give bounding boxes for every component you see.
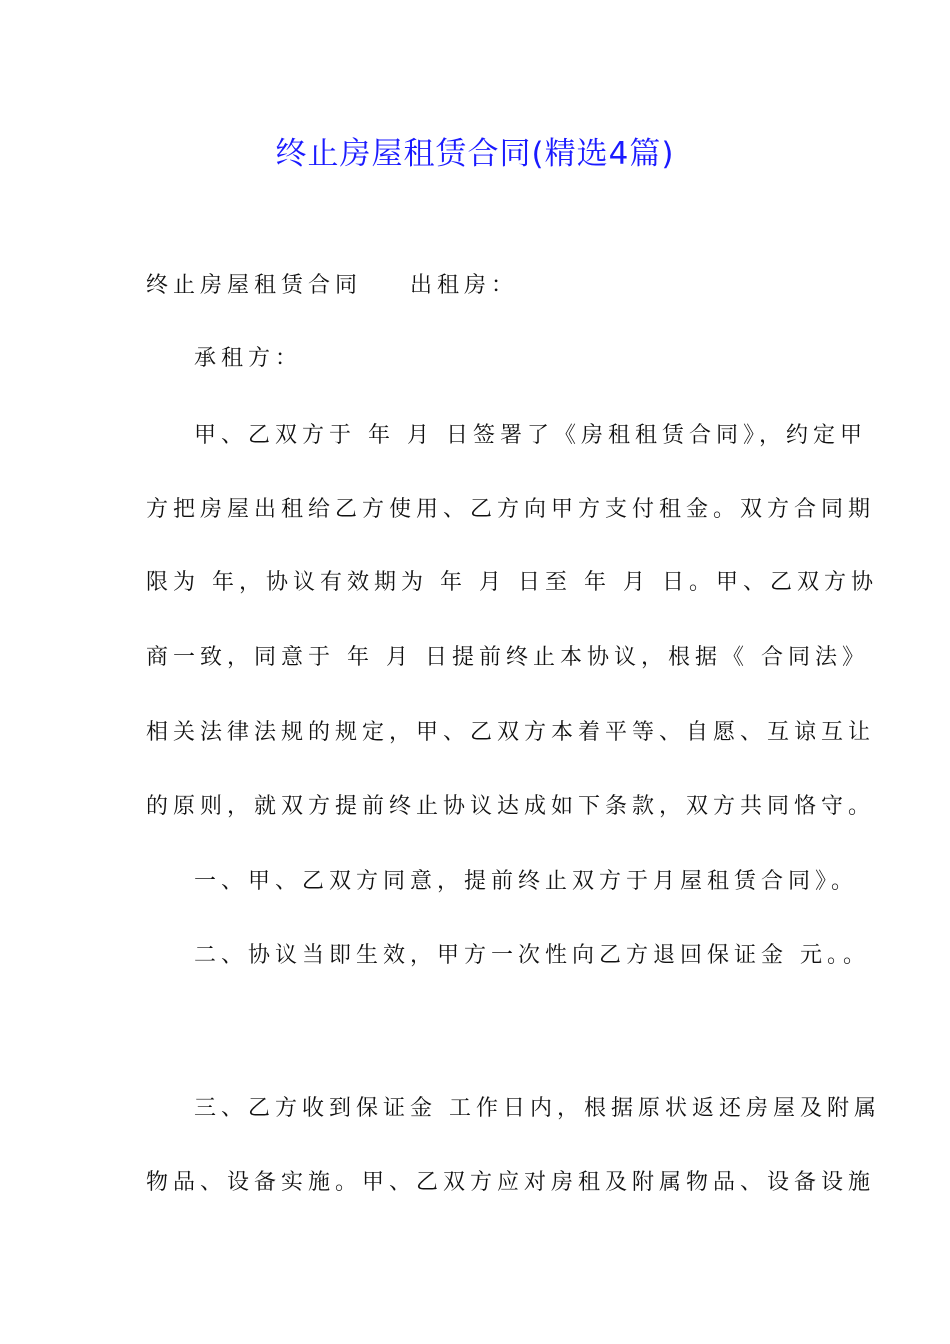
paragraph-line: 商一致，同意于 年 月 日提前终止本协议，根据《 合同法》: [146, 645, 869, 670]
header-left-text: 终止房屋租赁合同: [146, 273, 363, 298]
paragraph-line: 二、协议当即生效，甲方一次性向乙方退回保证金 元。。: [194, 943, 870, 968]
paragraph-line: 限为 年，协议有效期为 年 月 日至 年 月 日。甲、乙双方协: [146, 570, 878, 595]
header-right-text: 出租房：: [410, 273, 519, 298]
paragraph-line: 方把房屋出租给乙方使用、乙方向甲方支付租金。双方合同期: [146, 497, 876, 522]
paragraph-line: 的原则，就双方提前终止协议达成如下条款，双方共同恪守。: [146, 794, 876, 819]
document-title: 终止房屋租赁合同(精选4篇): [275, 136, 675, 172]
paragraph-line: 一、甲、乙双方同意，提前终止双方于月屋租赁合同》。: [194, 869, 859, 894]
header-line: [146, 270, 806, 302]
paragraph-line: 承租方：: [194, 346, 303, 371]
paragraph-line: 相关法律法规的规定，甲、乙双方本着平等、自愿、互谅互让: [146, 720, 876, 745]
paragraph-line: 三、乙方收到保证金 工作日内，根据原状返还房屋及附属: [194, 1096, 881, 1121]
paragraph-line: 甲、乙双方于 年 月 日签署了《房租租赁合同》，约定甲: [194, 423, 867, 448]
paragraph-line: 物品、设备实施。甲、乙双方应对房租及附属物品、设备设施: [146, 1170, 876, 1195]
